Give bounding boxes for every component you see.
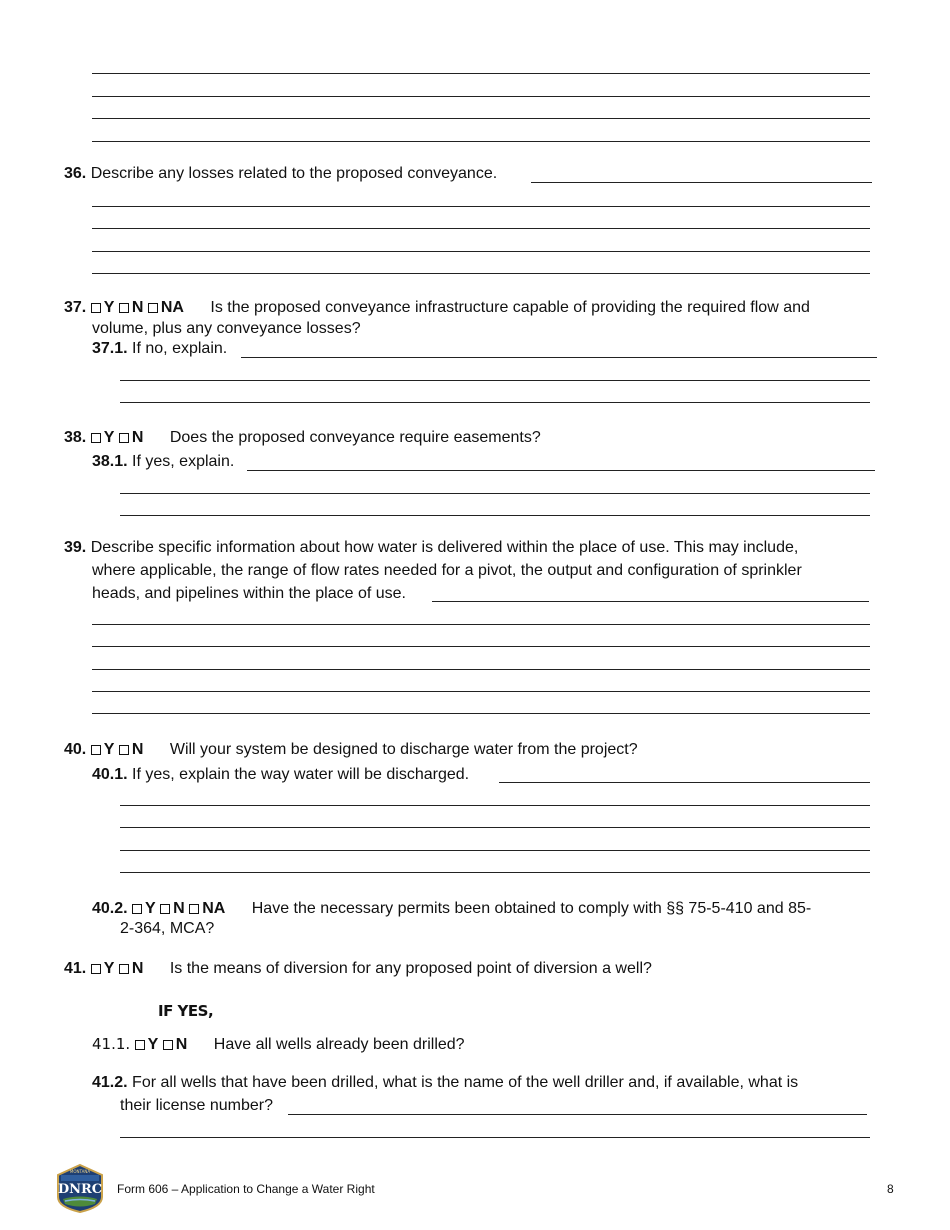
answer-line[interactable] [92, 141, 870, 142]
question-text: Describe any losses related to the proposed conveyance. [90, 165, 498, 182]
answer-line[interactable] [92, 713, 870, 714]
answer-line[interactable] [92, 73, 870, 74]
checkbox-yes[interactable] [132, 904, 142, 914]
answer-line[interactable] [92, 669, 870, 670]
answer-line[interactable] [92, 624, 870, 625]
checkbox-na[interactable] [189, 904, 199, 914]
question-38 [64, 428, 541, 448]
question-number: 40.2. [92, 900, 128, 917]
option-label: Y [145, 900, 156, 917]
question-number: 38. [64, 429, 87, 446]
option-label: N [131, 429, 144, 446]
answer-line[interactable] [120, 380, 870, 381]
question-text: Have the necessary permits been obtained to comply with §§ 75-5-410 and 85- [251, 900, 812, 917]
question-number: 40.1. [92, 766, 128, 783]
answer-line[interactable] [92, 273, 870, 274]
page-number: 8 [887, 1182, 894, 1196]
question-text: For all wells that have been drilled, what is the name of the well driller and, if available, what is [132, 1074, 799, 1091]
if-yes-heading: IF YES, [158, 1002, 214, 1020]
question-number: 36. [64, 165, 87, 182]
question-number: 37.1. [92, 340, 128, 357]
question-number: 41.2. [92, 1074, 128, 1091]
logo-top-text: MONTANA [69, 1169, 91, 1174]
option-label: NA [202, 900, 226, 917]
option-label: Y [147, 1036, 159, 1053]
answer-line[interactable] [92, 228, 870, 229]
checkbox-no[interactable] [119, 303, 129, 313]
question-text: If yes, explain the way water will be discharged. [132, 766, 470, 783]
question-text: Have all wells already been drilled? [213, 1036, 465, 1053]
subquestion-40-2 [92, 899, 811, 919]
answer-line[interactable] [92, 118, 870, 119]
answer-line[interactable] [247, 470, 875, 471]
answer-line[interactable] [92, 691, 870, 692]
answer-line[interactable] [120, 493, 870, 494]
question-39 [64, 538, 798, 558]
checkbox-yes[interactable] [91, 303, 101, 313]
checkbox-no[interactable] [119, 745, 129, 755]
question-text-cont: their license number? [120, 1097, 273, 1114]
footer-form-title: Form 606 – Application to Change a Water Right [117, 1182, 375, 1196]
question-number: 38.1. [92, 453, 128, 470]
question-text-cont: volume, plus any conveyance losses? [92, 320, 361, 337]
option-label: Y [103, 960, 115, 977]
question-number: 37. [64, 299, 87, 316]
question-text-cont: 2-364, MCA? [120, 920, 215, 937]
dnrc-logo [55, 1163, 105, 1213]
question-number: 41.1. [92, 1035, 131, 1053]
option-label: Y [103, 429, 115, 446]
subquestion-41-2 [92, 1073, 798, 1093]
answer-line[interactable] [120, 850, 870, 851]
answer-line[interactable] [120, 1137, 870, 1138]
question-36 [64, 164, 497, 184]
option-label: NA [160, 299, 184, 316]
question-text: Is the means of diversion for any proposed point of diversion a well? [169, 960, 652, 977]
answer-line[interactable] [92, 251, 870, 252]
answer-line[interactable] [288, 1114, 867, 1115]
logo-text: DNRC [57, 1182, 103, 1197]
option-label: N [175, 1036, 188, 1053]
option-label: N [131, 299, 144, 316]
checkbox-no[interactable] [160, 904, 170, 914]
checkbox-no[interactable] [119, 433, 129, 443]
answer-line[interactable] [241, 357, 877, 358]
question-number: 41. [64, 960, 87, 977]
checkbox-no[interactable] [163, 1040, 173, 1050]
answer-line[interactable] [432, 601, 869, 602]
question-40 [64, 740, 638, 760]
subquestion-37-1 [92, 339, 227, 359]
checkbox-yes[interactable] [91, 964, 101, 974]
answer-line[interactable] [120, 872, 870, 873]
checkbox-yes[interactable] [91, 433, 101, 443]
subquestion-41-1 [92, 1034, 465, 1055]
option-label: Y [103, 299, 115, 316]
option-label: Y [103, 741, 115, 758]
answer-line[interactable] [531, 182, 872, 183]
question-41 [64, 959, 652, 979]
answer-line[interactable] [92, 206, 870, 207]
subquestion-40-1 [92, 765, 469, 785]
question-text: Does the proposed conveyance require easements? [169, 429, 541, 446]
question-number: 40. [64, 741, 87, 758]
checkbox-no[interactable] [119, 964, 129, 974]
question-text-cont: where applicable, the range of flow rates needed for a pivot, the output and configuration of sprinkler [92, 562, 802, 579]
question-text: Will your system be designed to discharge water from the project? [169, 741, 638, 758]
option-label: N [173, 900, 185, 917]
answer-line[interactable] [499, 782, 870, 783]
checkbox-yes[interactable] [135, 1040, 145, 1050]
question-text: Describe specific information about how water is delivered within the place of use. This may include, [90, 539, 799, 556]
answer-line[interactable] [120, 827, 870, 828]
question-37 [64, 298, 810, 318]
checkbox-na[interactable] [148, 303, 158, 313]
answer-line[interactable] [92, 646, 870, 647]
answer-line[interactable] [120, 515, 870, 516]
checkbox-yes[interactable] [91, 745, 101, 755]
question-text-cont: heads, and pipelines within the place of use. [92, 585, 406, 602]
question-number: 39. [64, 539, 87, 556]
option-label: N [131, 741, 144, 758]
question-text: If yes, explain. [132, 453, 235, 470]
question-text: Is the proposed conveyance infrastructure capable of providing the required flow and [210, 299, 810, 316]
question-text: If no, explain. [132, 340, 228, 357]
answer-line[interactable] [120, 805, 870, 806]
subquestion-38-1 [92, 452, 234, 472]
option-label: N [131, 960, 144, 977]
answer-line[interactable] [120, 402, 870, 403]
answer-line[interactable] [92, 96, 870, 97]
